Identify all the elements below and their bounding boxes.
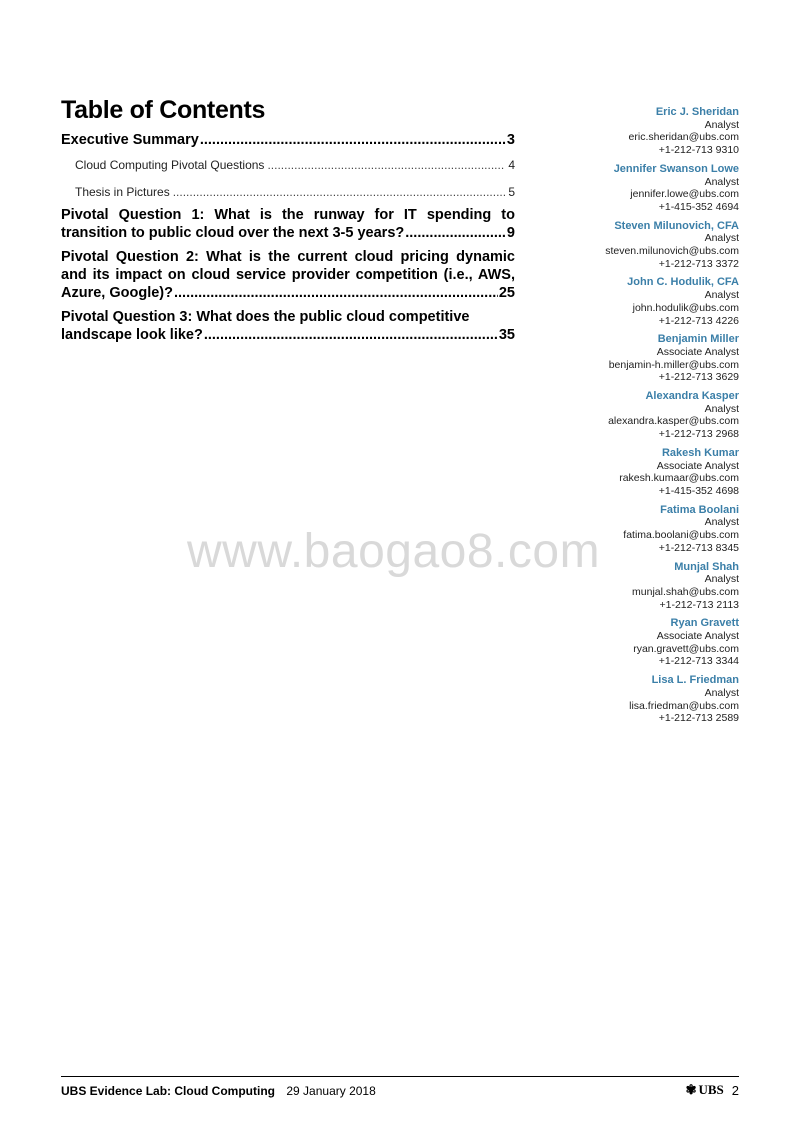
footer-report-title: UBS Evidence Lab: Cloud Computing <box>61 1084 276 1098</box>
toc-entry-pivotal-question-1[interactable] <box>61 206 515 242</box>
analyst-name: Jennifer Swanson Lowe <box>613 162 739 175</box>
toc-entry-pivotal-question-3[interactable] <box>61 308 515 344</box>
footer-date: 29 January 2018 <box>286 1084 376 1098</box>
toc-entry-label: Executive Summary <box>61 132 199 148</box>
analyst-role: Analyst <box>704 289 739 302</box>
dot-leader <box>204 326 498 344</box>
analyst-list <box>539 106 739 731</box>
analyst-email[interactable]: alexandra.kasper@ubs.com <box>608 415 739 428</box>
toc-entry-line: Pivotal Question 2: What is the current cloud pricing dynamic <box>61 249 515 265</box>
analyst-name: Munjal Shah <box>674 560 739 573</box>
analyst-phone: +1-415-352 4698 <box>658 484 739 497</box>
analyst-card <box>539 617 739 668</box>
toc-entry-page: 4 <box>508 158 515 172</box>
toc-entry-page: 25 <box>498 285 515 301</box>
toc-entry-executive-summary[interactable] <box>61 131 515 149</box>
page-number: 2 <box>731 1082 739 1098</box>
toc-entry-label: landscape look like? <box>61 327 203 343</box>
analyst-card <box>539 674 739 725</box>
analyst-role: Associate Analyst <box>656 630 739 643</box>
toc-entry-page: 3 <box>506 132 515 148</box>
footer-report-info <box>61 1084 376 1098</box>
analyst-card <box>539 333 739 384</box>
footer-brand <box>686 1082 739 1098</box>
ubs-logo <box>686 1082 724 1098</box>
analyst-name: Fatima Boolani <box>660 503 739 516</box>
analyst-email[interactable]: john.hodulik@ubs.com <box>632 301 739 314</box>
dot-leader <box>405 224 506 242</box>
watermark: www.baogao8.com <box>187 525 601 578</box>
toc-entry-line: and its impact on cloud service provider competition (i.e., AWS, <box>61 267 515 283</box>
toc-entry-line: Pivotal Question 3: What does the public cloud competitive <box>61 309 470 325</box>
dot-leader <box>174 284 498 302</box>
analyst-name: Alexandra Kasper <box>645 390 739 403</box>
analyst-phone: +1-212-713 8345 <box>658 541 739 554</box>
analyst-name: Eric J. Sheridan <box>655 106 739 118</box>
toc-entry-line-last <box>61 326 515 344</box>
analyst-name: Rakesh Kumar <box>661 446 739 459</box>
analyst-email[interactable]: jennifer.lowe@ubs.com <box>630 188 739 201</box>
analyst-role: Analyst <box>704 232 739 245</box>
analyst-role: Analyst <box>704 175 739 188</box>
analyst-role: Associate Analyst <box>656 459 739 472</box>
analyst-card <box>539 163 739 214</box>
analyst-email[interactable]: eric.sheridan@ubs.com <box>628 131 739 144</box>
analyst-phone: +1-212-713 2113 <box>659 598 739 611</box>
dot-leader <box>200 131 506 149</box>
analyst-phone: +1-212-713 3629 <box>658 371 739 384</box>
toc-entry-label: Cloud Computing Pivotal Questions <box>75 158 265 172</box>
toc-entry-pivotal-question-2[interactable] <box>61 248 515 302</box>
analyst-card <box>539 220 739 271</box>
analyst-role: Analyst <box>704 686 739 699</box>
toc-entry-pivotal-questions[interactable] <box>75 157 515 173</box>
analyst-phone: +1-212-713 4226 <box>658 314 739 327</box>
analyst-phone: +1-415-352 4694 <box>658 200 739 213</box>
toc-entry-page: 9 <box>506 225 515 241</box>
footer-divider <box>61 1076 739 1077</box>
analyst-card <box>539 276 739 327</box>
toc-entry-label: Azure, Google)? <box>61 285 173 301</box>
analyst-role: Analyst <box>704 516 739 529</box>
analyst-email[interactable]: ryan.gravett@ubs.com <box>633 642 739 655</box>
analyst-card <box>539 447 739 498</box>
toc-entry-label: Thesis in Pictures <box>75 185 170 199</box>
analyst-name: Lisa L. Friedman <box>651 674 739 687</box>
analyst-phone: +1-212-713 3344 <box>658 655 739 668</box>
analyst-phone: +1-212-713 9310 <box>658 144 739 157</box>
analyst-card <box>539 390 739 441</box>
analyst-email[interactable]: fatima.boolani@ubs.com <box>623 529 739 542</box>
toc-entry-page: 5 <box>508 185 515 199</box>
analyst-name: John C. Hodulik, CFA <box>627 276 739 289</box>
table-of-contents <box>61 131 515 344</box>
analyst-phone: +1-212-713 2589 <box>658 712 739 725</box>
toc-entry-thesis-in-pictures[interactable] <box>75 184 515 200</box>
ubs-logo-text: UBS <box>698 1082 724 1097</box>
analyst-role: Analyst <box>704 573 739 586</box>
dot-leader <box>173 184 506 200</box>
analyst-phone: +1-212-713 2968 <box>658 428 739 441</box>
analyst-name: Ryan Gravett <box>670 617 739 630</box>
dot-leader <box>267 157 505 173</box>
analyst-email[interactable]: lisa.friedman@ubs.com <box>629 699 739 712</box>
analyst-email[interactable]: munjal.shah@ubs.com <box>632 585 739 598</box>
toc-entry-line-last <box>61 284 515 302</box>
analyst-role: Analyst <box>704 118 739 131</box>
toc-entry-line-last <box>61 224 515 242</box>
analyst-email[interactable]: benjamin-h.miller@ubs.com <box>608 358 739 371</box>
analyst-phone: +1-212-713 3372 <box>658 257 739 270</box>
analyst-role: Analyst <box>704 402 739 415</box>
analyst-name: Steven Milunovich, CFA <box>614 219 739 232</box>
analyst-email[interactable]: steven.milunovich@ubs.com <box>605 245 739 258</box>
analyst-email[interactable]: rakesh.kumaar@ubs.com <box>619 472 739 485</box>
toc-entry-line: Pivotal Question 1: What is the runway for IT spending to <box>61 207 515 223</box>
toc-entry-label: transition to public cloud over the next 3-5 years? <box>61 225 405 241</box>
analyst-card <box>539 106 739 157</box>
analyst-role: Associate Analyst <box>656 345 739 358</box>
toc-entry-page: 35 <box>498 327 515 343</box>
toc-title: Table of Contents <box>61 96 266 124</box>
analyst-name: Benjamin Miller <box>657 333 739 346</box>
ubs-keys-icon: ✾ <box>685 1082 697 1097</box>
